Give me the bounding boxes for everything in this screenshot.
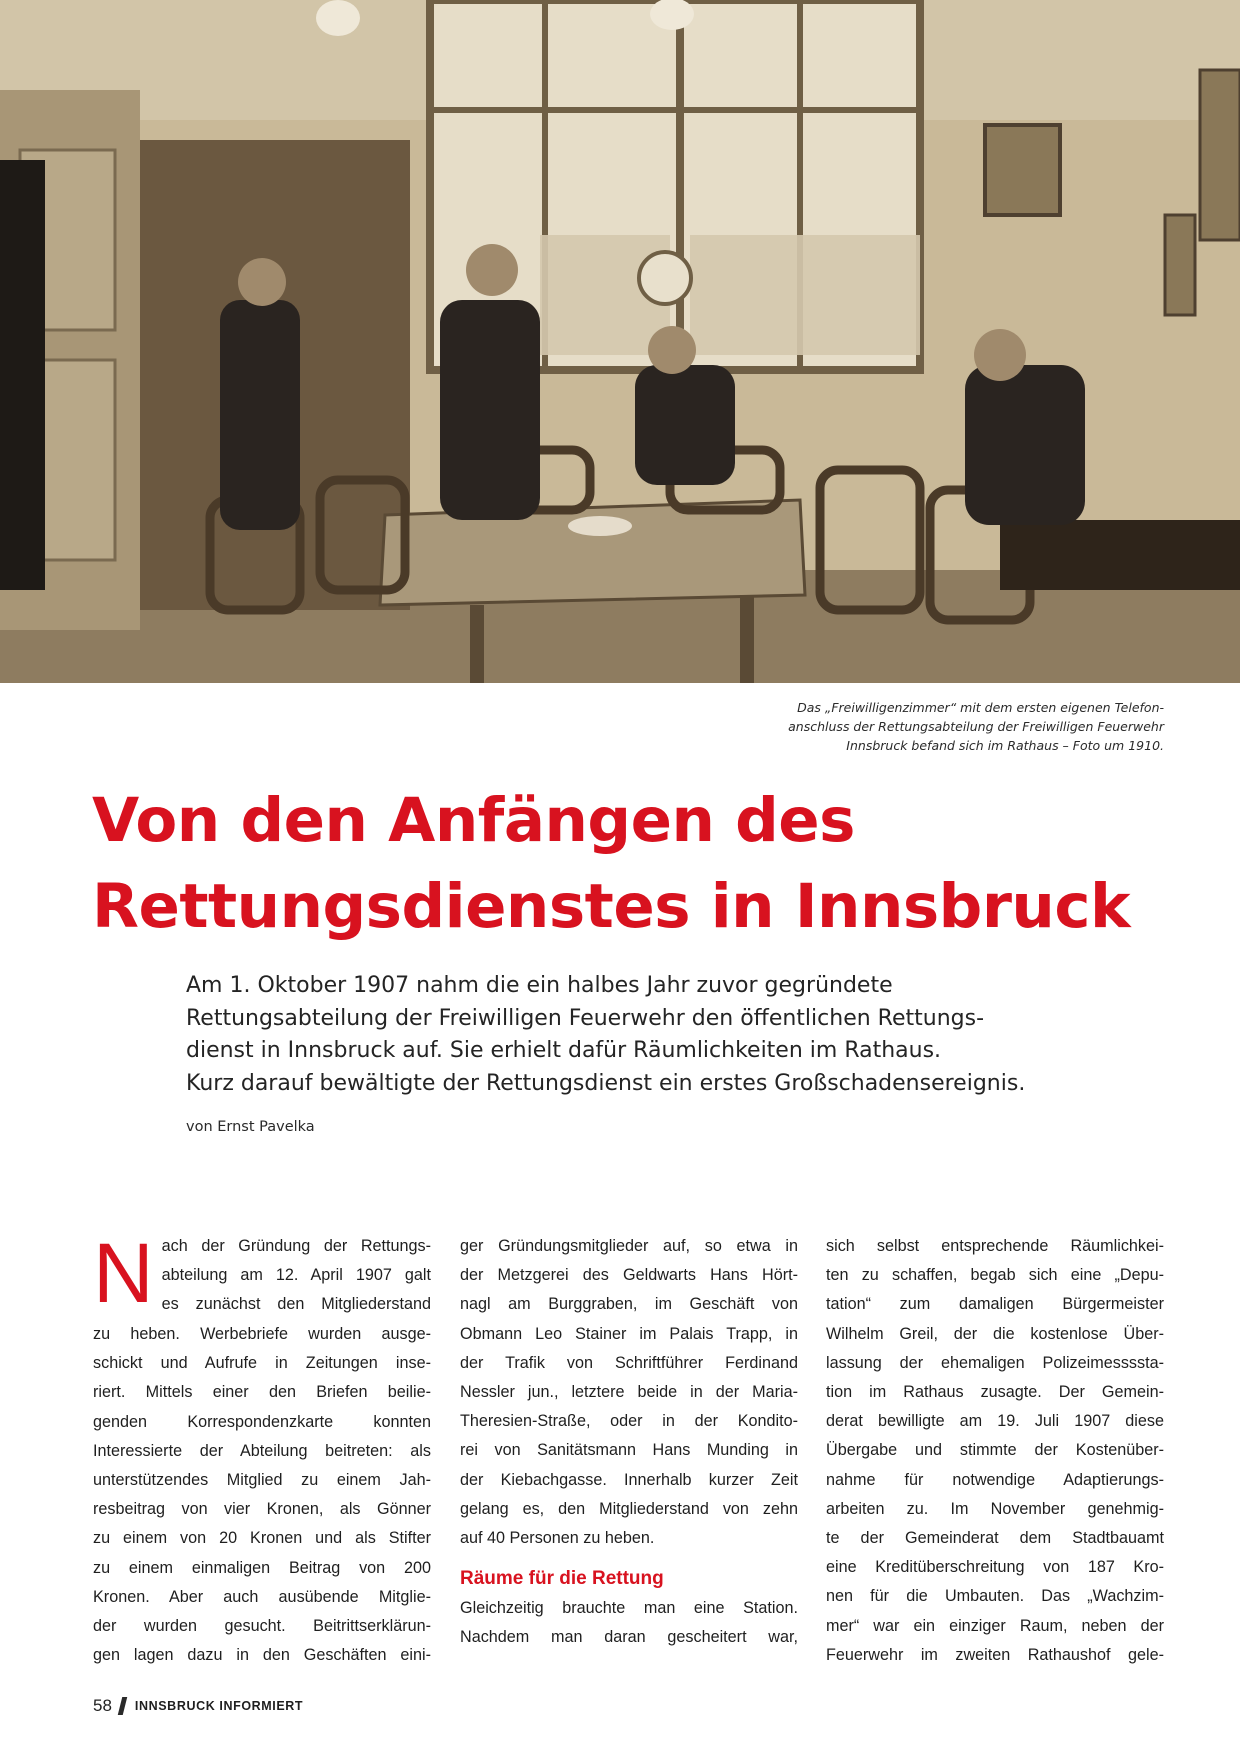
body-line: tation“ zum damaligen Bürgermeister <box>826 1295 1164 1314</box>
body-line: abteilung am 12. April 1907 galt <box>161 1266 431 1285</box>
body-line: Obmann Leo Stainer im Palais Trapp, in <box>460 1324 798 1343</box>
body-line: Kronen. Aber auch ausübende Mitglie- <box>93 1587 431 1606</box>
body-line: gen lagen dazu in den Geschäften eini- <box>93 1646 431 1665</box>
body-line: der Kiebachgasse. Innerhalb kurzer Zeit <box>460 1470 798 1489</box>
body-line: Theresien-Straße, oder in der Kondito- <box>460 1412 798 1431</box>
body-line: zu einem einmaligen Beitrag von 200 <box>93 1558 431 1577</box>
body-line: der wurden gesucht. Beitrittserklärun- <box>93 1617 431 1636</box>
body-line: unterstützendes Mitglied zu einem Jah- <box>93 1471 431 1490</box>
lead-line: Kurz darauf bewältigte der Rettungsdienst ein erstes Großschadensereignis. <box>186 1070 1026 1096</box>
page-footer <box>93 1696 303 1716</box>
lead-line: Rettungsabteilung der Freiwilligen Feuerwehr den öffentlichen Rettungs- <box>186 1005 985 1031</box>
body-line: nagl am Burggraben, im Geschäft von <box>460 1295 798 1314</box>
body-line: resbeitrag von vier Kronen, als Gönner <box>93 1500 431 1519</box>
article-column-3 <box>826 1232 1164 1670</box>
body-line: der Trafik von Schriftführer Ferdinand <box>460 1353 798 1372</box>
page-number: 58 <box>93 1696 112 1715</box>
body-line: te der Gemeinderat dem Stadtbauamt <box>826 1529 1164 1548</box>
body-line: ten zu schaffen, begab sich eine „Depu- <box>826 1266 1164 1285</box>
section-subheading: Räume für die Rettung <box>460 1568 664 1590</box>
body-line: nen für die Umbauten. Das „Wachzim- <box>826 1587 1164 1606</box>
body-line: sich selbst entsprechende Räumlichkei- <box>826 1237 1164 1255</box>
photo-illustration <box>0 0 1240 683</box>
body-line: Gleichzeitig brauchte man eine Station. <box>460 1599 798 1618</box>
drop-cap: N <box>93 1226 154 1320</box>
lead-line: dienst in Innsbruck auf. Sie erhielt dafür Räumlichkeiten im Rathaus. <box>186 1038 942 1063</box>
body-line: Wilhelm Greil, der die kostenlose Über- <box>826 1324 1164 1343</box>
body-line: derat bewilligte am 19. Juli 1907 diese <box>826 1412 1164 1431</box>
title-line: Rettungsdienstes in Innsbruck <box>92 871 1131 942</box>
caption-line: Innsbruck befand sich im Rathaus – Foto um 1910. <box>846 738 1164 753</box>
body-line: tion im Rathaus zusagte. Der Gemein- <box>826 1383 1164 1402</box>
body-line: riert. Mittels einer den Briefen beilie- <box>93 1383 431 1402</box>
body-line: es zunächst den Mitgliederstand <box>161 1295 431 1314</box>
body-line: rei von Sanitätsmann Hans Munding in <box>460 1441 798 1460</box>
historic-room-photo <box>0 0 1240 683</box>
photo-caption <box>604 698 1164 755</box>
body-line: Nessler jun., letztere beide in der Maria- <box>460 1383 798 1402</box>
magazine-name: INNSBRUCK INFORMIERT <box>134 1699 304 1713</box>
article-column-2 <box>460 1232 798 1653</box>
body-line: arbeiten zu. Im November genehmig- <box>826 1499 1164 1518</box>
body-line: ger Gründungsmitglieder auf, so etwa in <box>460 1237 798 1255</box>
lead-line: Am 1. Oktober 1907 nahm die ein halbes Jahr zuvor gegründete <box>186 973 893 998</box>
body-line: Interessierte der Abteilung beitreten: als <box>93 1441 431 1460</box>
body-line: gelang es, den Mitgliederstand von zehn <box>460 1499 798 1518</box>
body-line: zu einem von 20 Kronen und als Stifter <box>93 1529 431 1548</box>
body-line: Übergabe und stimmte der Kostenüber- <box>826 1441 1164 1460</box>
body-line: nahme für notwendige Adaptierungs- <box>826 1470 1164 1489</box>
body-line: lassung der ehemaligen Polizeimessssta- <box>826 1353 1164 1372</box>
body-line: zu heben. Werbebriefe wurden ausge- <box>93 1325 431 1343</box>
body-line: eine Kreditüberschreitung von 187 Kro- <box>826 1558 1164 1577</box>
body-line: auf 40 Personen zu heben. <box>460 1529 655 1548</box>
author-byline: von Ernst Pavelka <box>186 1119 315 1135</box>
body-line: der Metzgerei des Geldwarts Hans Hört- <box>460 1266 798 1285</box>
article-title <box>92 778 1192 950</box>
caption-line: Das „Freiwilligenzimmer“ mit dem ersten eigenen Telefon- <box>797 700 1164 715</box>
title-line: Von den Anfängen des <box>92 785 855 856</box>
slash-divider <box>118 1697 127 1715</box>
body-line: genden Korrespondenzkarte konnten <box>93 1412 431 1431</box>
body-line: mer“ war ein einziger Raum, neben der <box>826 1616 1164 1635</box>
article-column-1 <box>93 1226 431 1670</box>
caption-line: anschluss der Rettungsabteilung der Freiwilligen Feuerwehr <box>788 719 1164 734</box>
body-line: schickt und Aufrufe in Zeitungen inse- <box>93 1354 431 1373</box>
body-line: ach der Gründung der Rettungs- <box>161 1237 431 1255</box>
body-line: Feuerwehr im zweiten Rathaushof gele- <box>826 1645 1164 1664</box>
article-lead <box>186 970 1066 1100</box>
body-line: Nachdem man daran gescheitert war, <box>460 1628 798 1647</box>
